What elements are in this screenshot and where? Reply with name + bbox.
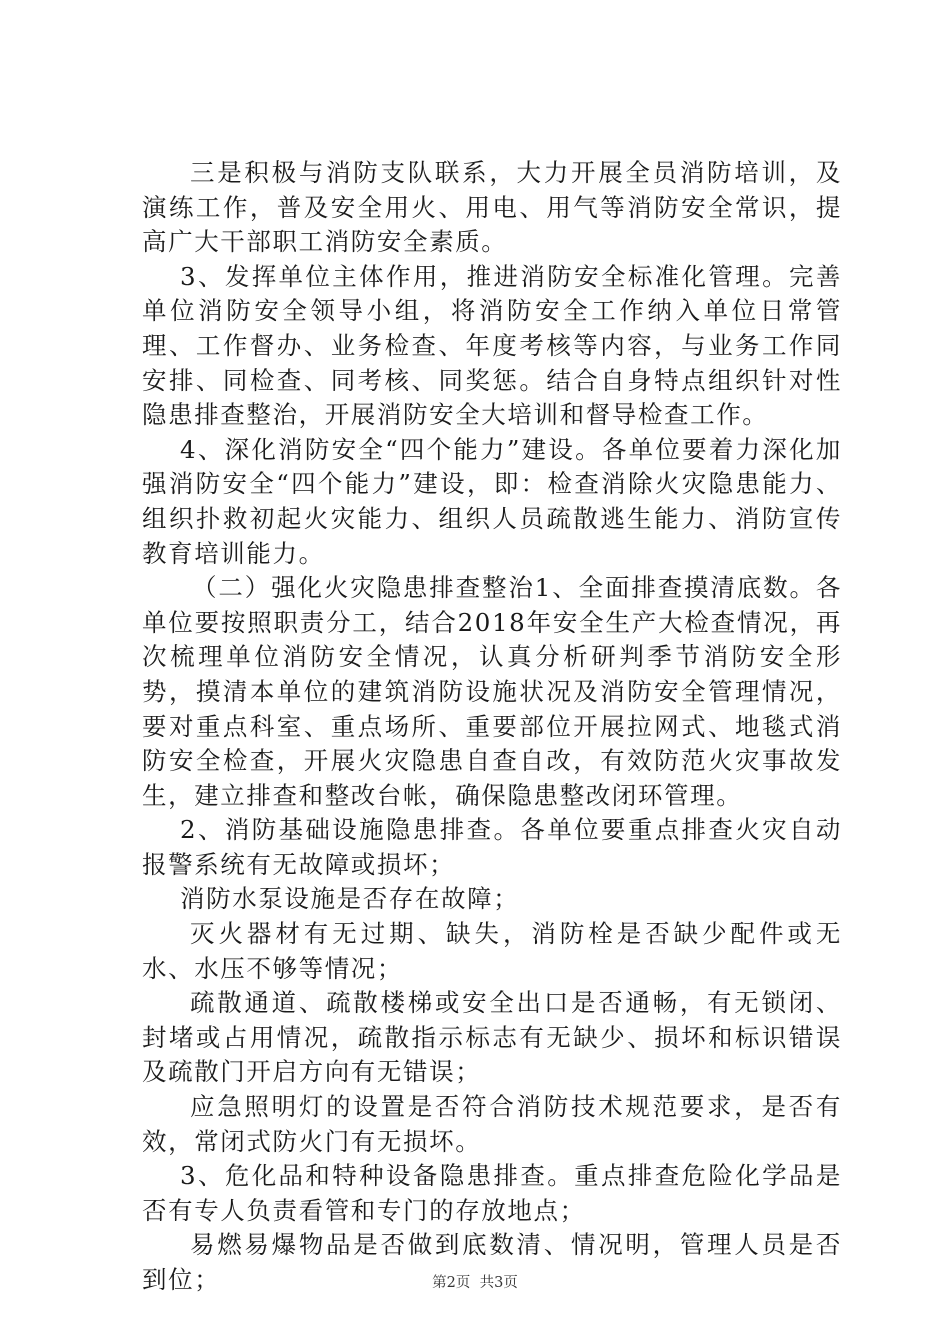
paragraph-7: 灭火器材有无过期、缺失，消防栓是否缺少配件或无水、水压不够等情况； bbox=[142, 919, 842, 983]
document-page bbox=[142, 0, 842, 1344]
page-number-label: 第2页 共3页 bbox=[432, 1275, 518, 1291]
paragraph-5: 2、消防基础设施隐患排查。各单位要重点排查火灾自动报警系统有无故障或损坏； bbox=[142, 815, 842, 879]
page-footer bbox=[0, 1273, 950, 1293]
paragraph-3: 4、深化消防安全“四个能力”建设。各单位要着力深化加强消防安全“四个能力”建设，即：检查消除火灾隐患能力、组织扑救初起火灾能力、组织人员疏散逃生能力、消防宣传教育培训能力。 bbox=[142, 434, 842, 568]
paragraph-2: 3、发挥单位主体作用，推进消防安全标准化管理。完善单位消防安全领导小组，将消防安全工作纳入单位日常管理、工作督办、业务检查、年度考核等内容，与业务工作同安排、同检查、同考核、同奖惩。结合自身特点组织针对性隐患排查整治，开展消防安全大培训和督导检查工作。 bbox=[142, 261, 842, 430]
paragraph-11: 易燃易爆物品是否做到底数清、情况明，管理人员是否到位； bbox=[142, 1230, 842, 1294]
paragraph-4: （二）强化火灾隐患排查整治1、全面排查摸清底数。各单位要按照职责分工，结合2018年安全生产大检查情况，再次梳理单位消防安全情况，认真分析研判季节消防安全形势，摸清本单位的建筑消防设施状况及消防安全管理情况，要对重点科室、重点场所、重要部位开展拉网式、地毯式消防安全检查，开展火灾隐患自查自改，有效防范火灾事故发生，建立排查和整改台帐，确保隐患整改闭环管理。 bbox=[142, 573, 842, 810]
paragraph-9: 应急照明灯的设置是否符合消防技术规范要求，是否有效，常闭式防火门有无损坏。 bbox=[142, 1092, 842, 1156]
paragraph-6: 消防水泵设施是否存在故障； bbox=[180, 884, 520, 914]
paragraph-10: 3、危化品和特种设备隐患排查。重点排查危险化学品是否有专人负责看管和专门的存放地点； bbox=[142, 1161, 842, 1225]
document-body bbox=[142, 156, 842, 1298]
paragraph-1: 三是积极与消防支队联系，大力开展全员消防培训，及演练工作，普及安全用火、用电、用气等消防安全常识，提高广大干部职工消防安全素质。 bbox=[142, 158, 842, 257]
paragraph-8: 疏散通道、疏散楼梯或安全出口是否通畅，有无锁闭、封堵或占用情况，疏散指示标志有无缺少、损坏和标识错误及疏散门开启方向有无错误； bbox=[142, 988, 842, 1087]
